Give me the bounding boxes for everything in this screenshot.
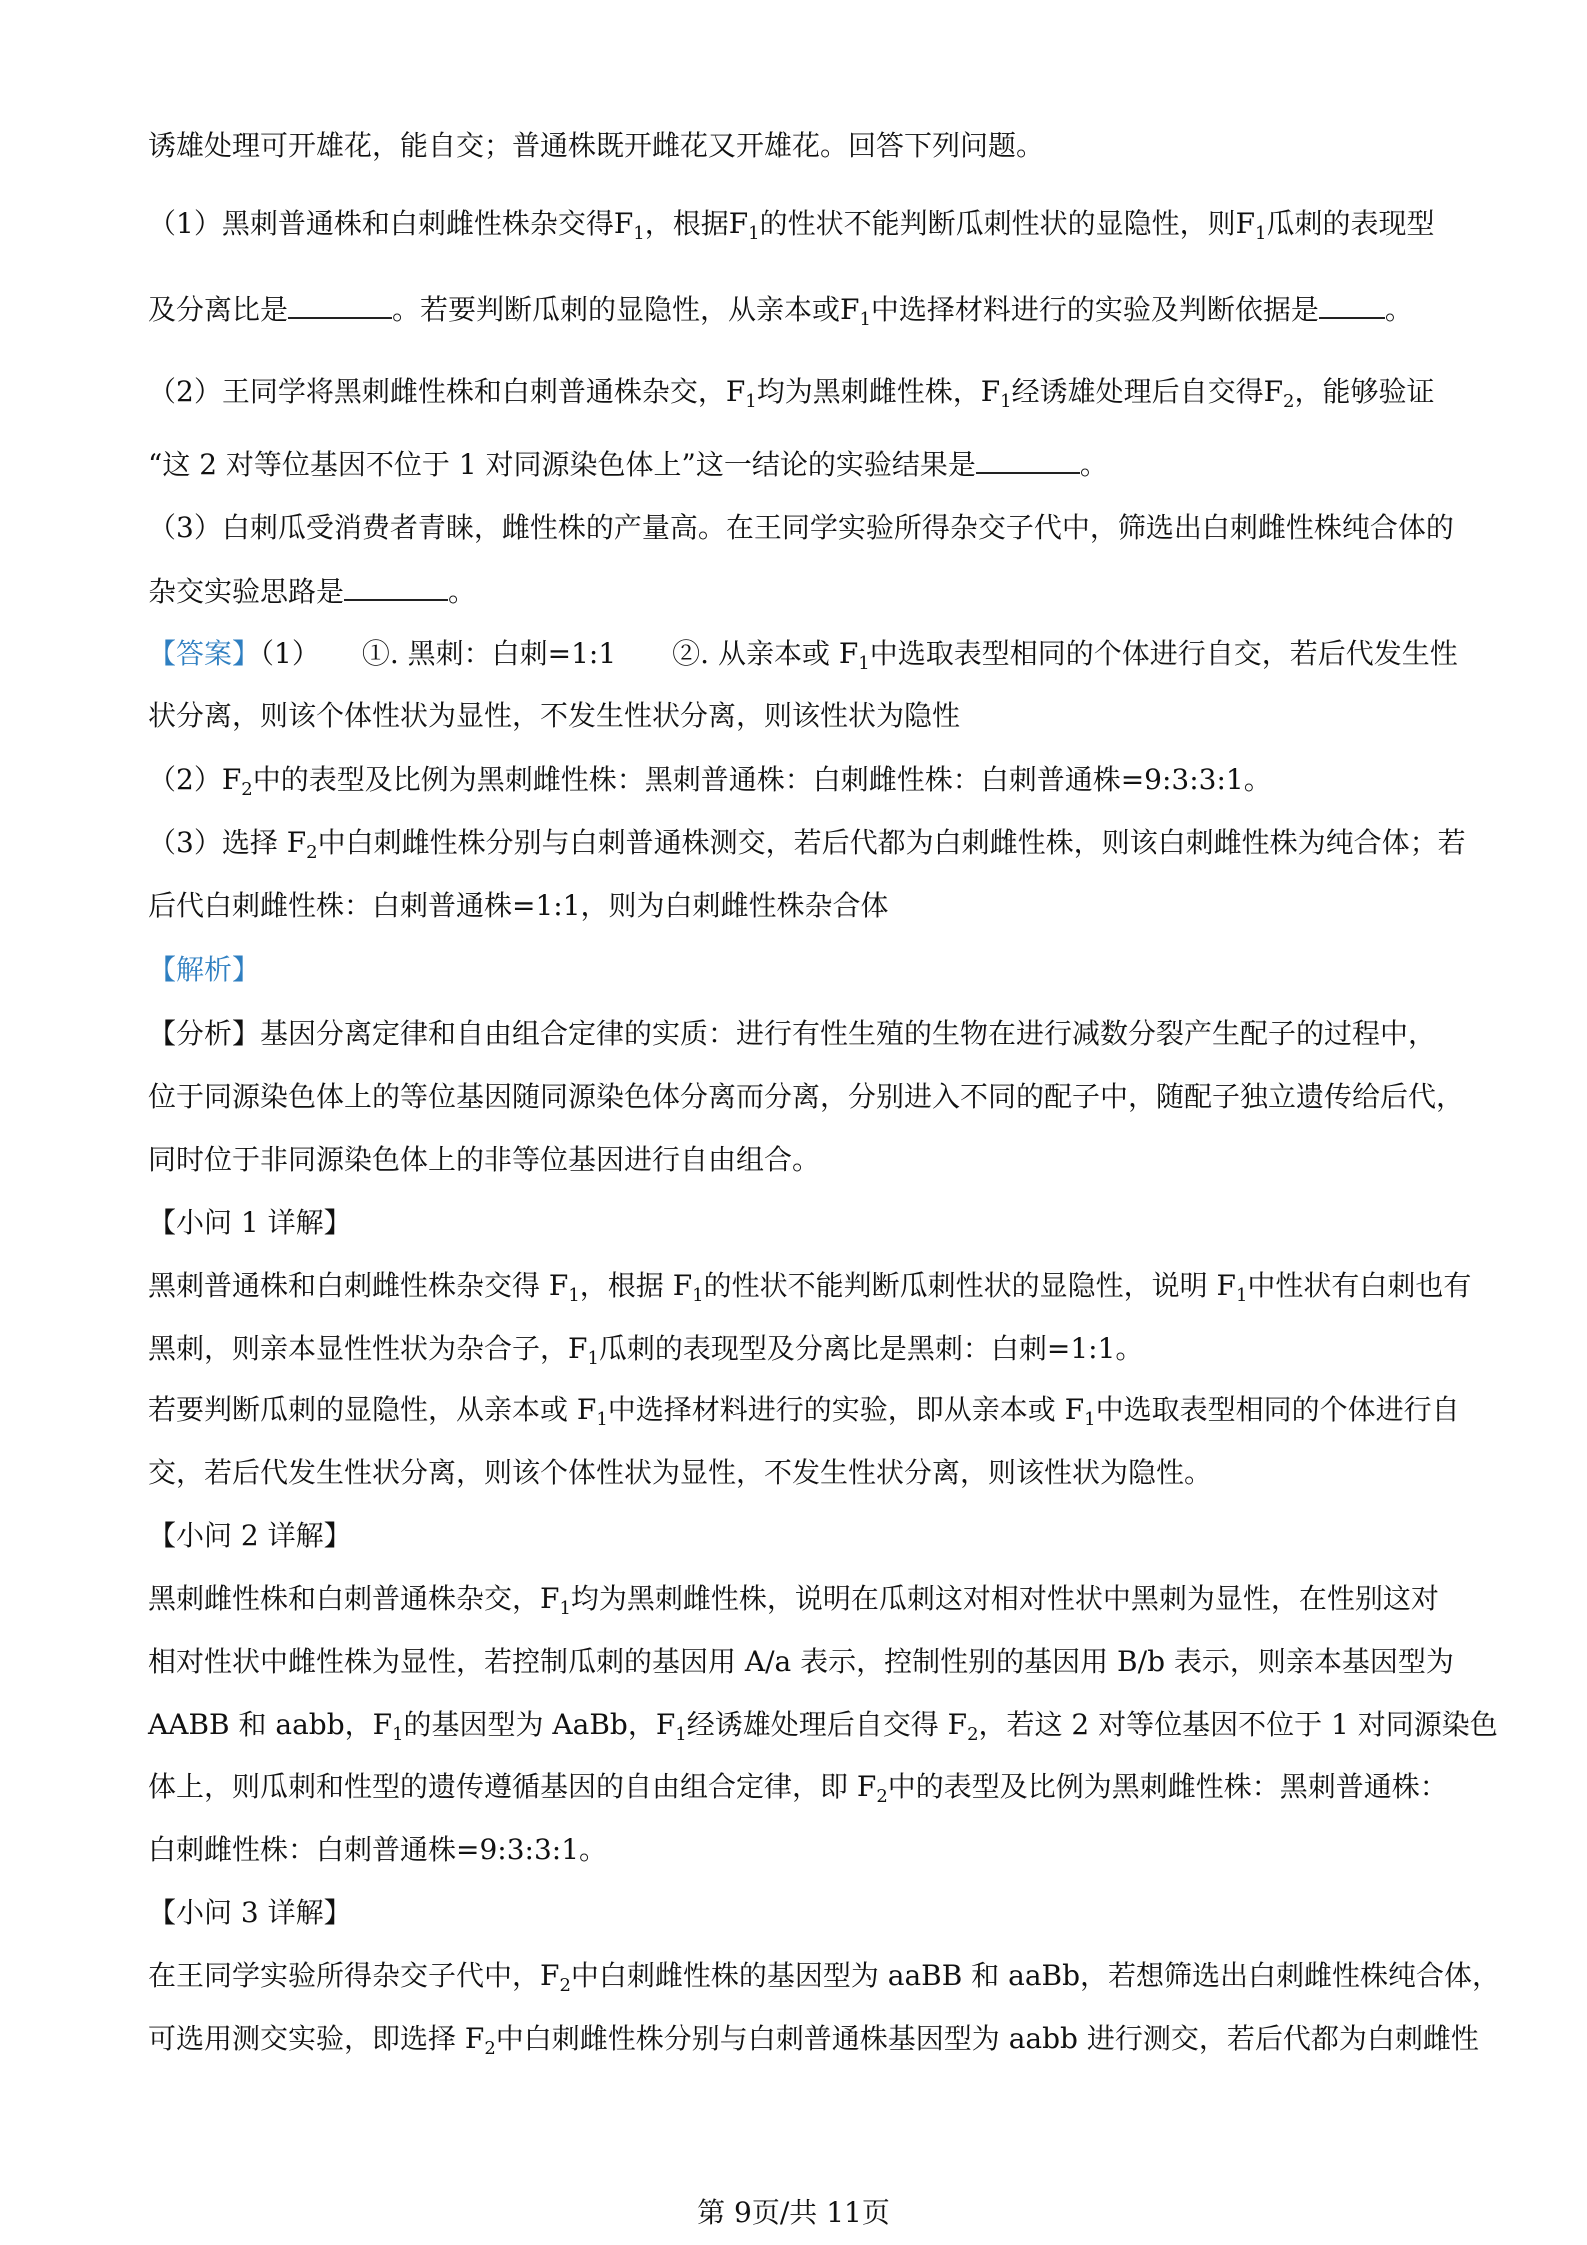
text: 的性状不能判断瓜刺性状的显隐性，说明 F <box>703 1269 1236 1302</box>
text: 中性状有白刺也有 <box>1247 1269 1472 1302</box>
section-3-line-2 <box>148 2021 1479 2067</box>
question-1-line-2 <box>148 291 1413 338</box>
subscript: 1 <box>1235 1285 1248 1306</box>
analysis-line-2: 位于同源染色体上的等位基因随同源染色体分离而分离，分别进入不同的配子中，随配子独立遗传给后代， <box>148 1080 1465 1113</box>
text: 黑刺雌性株和白刺普通株杂交，F <box>148 1582 560 1615</box>
subscript: 1 <box>692 1285 704 1306</box>
page-footer: 第 9页/共 11页 <box>697 2196 890 2229</box>
text: 中选择材料进行的实验，即从亲本或 F <box>607 1393 1085 1426</box>
subscript: 1 <box>1255 223 1267 244</box>
subscript: 2 <box>241 779 253 800</box>
text: 中白刺雌性株的基因型为 aaBB 和 aaBb，若想筛选出白刺雌性株纯合体， <box>570 1959 1501 1992</box>
section-1-line-2 <box>148 1331 1143 1377</box>
section-2-line-4 <box>148 1769 1448 1815</box>
q3-text-b: 杂交实验思路是 <box>148 575 345 608</box>
subscript: 1 <box>745 391 757 412</box>
text: 体上，则瓜刺和性型的遗传遵循基因的自由组合定律，即 F <box>148 1770 877 1803</box>
answer-line-3 <box>148 762 1272 808</box>
text: 中选取表型相同的个体进行自 <box>1095 1393 1460 1426</box>
analysis-line-3: 同时位于非同源染色体上的非等位基因进行自由组合。 <box>148 1143 821 1176</box>
answer-text: （3）选择 F <box>148 826 307 859</box>
q2-text-a: （2）王同学将黑刺雌性株和白刺普通株杂交，F <box>148 375 746 408</box>
text: 中白刺雌性株分别与白刺普通株基因型为 aabb 进行测交，若后代都为白刺雌性 <box>495 2022 1479 2055</box>
answer-blank[interactable] <box>288 291 392 319</box>
text: AABB 和 aabb，F <box>148 1708 393 1741</box>
text: 可选用测交实验，即选择 F <box>148 2022 485 2055</box>
section-1-line-4: 交，若后代发生性状分离，则该个体性状为显性，不发生性状分离，则该性状为隐性。 <box>148 1456 1213 1489</box>
section-1-line-1 <box>148 1268 1471 1314</box>
question-2-line-2 <box>148 446 1108 483</box>
subscript: 1 <box>1084 1409 1096 1430</box>
q1-text-f: 。若要判断瓜刺的显隐性，从亲本或F <box>392 293 860 326</box>
subscript: 1 <box>596 1409 608 1430</box>
section-2-line-1 <box>148 1581 1439 1627</box>
q2-text-e: “这 2 对等位基因不位于 1 对同源染色体上”这一结论的实验结果是 <box>148 448 976 481</box>
section-3-line-1 <box>148 1958 1500 2004</box>
subscript: 2 <box>306 842 318 863</box>
subscript: 1 <box>859 309 871 330</box>
answer-line-4 <box>148 825 1466 871</box>
question-2-line-1 <box>148 374 1435 420</box>
q1-text-h: 。 <box>1384 293 1413 326</box>
subscript: 2 <box>1283 391 1295 412</box>
analysis-line-1: 【分析】基因分离定律和自由组合定律的实质：进行有性生殖的生物在进行减数分裂产生配子的过程中， <box>148 1017 1437 1050</box>
analysis-tag: 【解析】 <box>148 953 261 986</box>
section-1-line-3 <box>148 1392 1460 1438</box>
section-2-line-3 <box>148 1707 1498 1753</box>
q2-text-c: 经诱雄处理后自交得F <box>1011 375 1284 408</box>
q1-text-d: 瓜刺的表现型 <box>1266 207 1435 240</box>
text: 瓜刺的表现型及分离比是黑刺：白刺=1:1。 <box>598 1332 1144 1365</box>
section-1-title: 【小问 1 详解】 <box>148 1206 352 1239</box>
answer-line-5: 后代白刺雌性株：白刺普通株=1:1，则为白刺雌性株杂合体 <box>148 889 889 922</box>
text: 均为黑刺雌性株，说明在瓜刺这对相对性状中黑刺为显性，在性别这对 <box>570 1582 1439 1615</box>
q1-text-g: 中选择材料进行的实验及判断依据是 <box>870 293 1319 326</box>
section-2-line-5: 白刺雌性株：白刺普通株=9:3:3:1。 <box>148 1833 608 1866</box>
subscript: 1 <box>675 1724 687 1745</box>
subscript: 2 <box>876 1786 888 1807</box>
subscript: 2 <box>484 2038 496 2059</box>
section-2-line-2: 相对性状中雌性株为显性，若控制瓜刺的基因用 A/a 表示，控制性别的基因用 B/b 表示，则亲本基因型为 <box>148 1645 1454 1678</box>
answer-blank[interactable] <box>976 446 1080 474</box>
subscript: 1 <box>858 653 870 674</box>
subscript: 1 <box>748 223 760 244</box>
answer-text: （1） ①. 黑刺：白刺=1:1 ②. 从亲本或 F <box>260 637 859 670</box>
subscript: 1 <box>633 223 645 244</box>
answer-text: （2）F <box>148 763 242 796</box>
answer-tag: 【答案】 <box>148 637 261 670</box>
answer-text: 中选取表型相同的个体进行自交，若后代发生性 <box>869 637 1458 670</box>
q2-text-d: ，能够验证 <box>1294 375 1435 408</box>
q1-text-b: ，根据F <box>644 207 749 240</box>
subscript: 1 <box>559 1598 571 1619</box>
text: 经诱雄处理后自交得 F <box>686 1708 968 1741</box>
answer-blank[interactable] <box>1319 291 1385 319</box>
question-1-line-1 <box>148 206 1435 252</box>
q3-text-c: 。 <box>448 575 477 608</box>
q1-text-c: 的性状不能判断瓜刺性状的显隐性，则F <box>759 207 1256 240</box>
subscript: 1 <box>587 1348 599 1369</box>
subscript: 1 <box>392 1724 404 1745</box>
answer-blank[interactable] <box>344 573 448 601</box>
text: ，根据 F <box>579 1269 693 1302</box>
text: 黑刺普通株和白刺雌性株杂交得 F <box>148 1269 569 1302</box>
q2-text-b: 均为黑刺雌性株，F <box>756 375 1001 408</box>
subscript: 2 <box>967 1724 979 1745</box>
question-3-line-2 <box>148 573 476 610</box>
q1-text-a: （1）黑刺普通株和白刺雌性株杂交得F <box>148 207 634 240</box>
section-2-title: 【小问 2 详解】 <box>148 1519 352 1552</box>
text: 在王同学实验所得杂交子代中，F <box>148 1959 560 1992</box>
section-3-title: 【小问 3 详解】 <box>148 1896 352 1929</box>
q1-text-e: 及分离比是 <box>148 293 289 326</box>
answer-line-1 <box>148 636 1458 682</box>
question-3-line-1: （3）白刺瓜受消费者青睐，雌性株的产量高。在王同学实验所得杂交子代中，筛选出白刺雌性株纯合体的 <box>148 511 1454 544</box>
q2-text-f: 。 <box>1079 448 1108 481</box>
text: ，若这 2 对等位基因不位于 1 对同源染色 <box>978 1708 1498 1741</box>
intro-line: 诱雄处理可开雄花，能自交；普通株既开雌花又开雄花。回答下列问题。 <box>148 129 1045 162</box>
answer-line-2: 状分离，则该个体性状为显性，不发生性状分离，则该性状为隐性 <box>148 699 961 732</box>
answer-text: 中白刺雌性株分别与白刺普通株测交，若后代都为白刺雌性株，则该白刺雌性株为纯合体；若 <box>317 826 1466 859</box>
answer-text: 中的表型及比例为黑刺雌性株：黑刺普通株：白刺雌性株：白刺普通株=9:3:3:1。 <box>252 763 1272 796</box>
text: 中的表型及比例为黑刺雌性株：黑刺普通株： <box>887 1770 1448 1803</box>
text: 若要判断瓜刺的显隐性，从亲本或 F <box>148 1393 597 1426</box>
text: 黑刺，则亲本显性性状为杂合子，F <box>148 1332 588 1365</box>
text: 的基因型为 AaBb，F <box>403 1708 676 1741</box>
subscript: 2 <box>559 1975 571 1996</box>
subscript: 1 <box>568 1285 580 1306</box>
subscript: 1 <box>1000 391 1012 412</box>
